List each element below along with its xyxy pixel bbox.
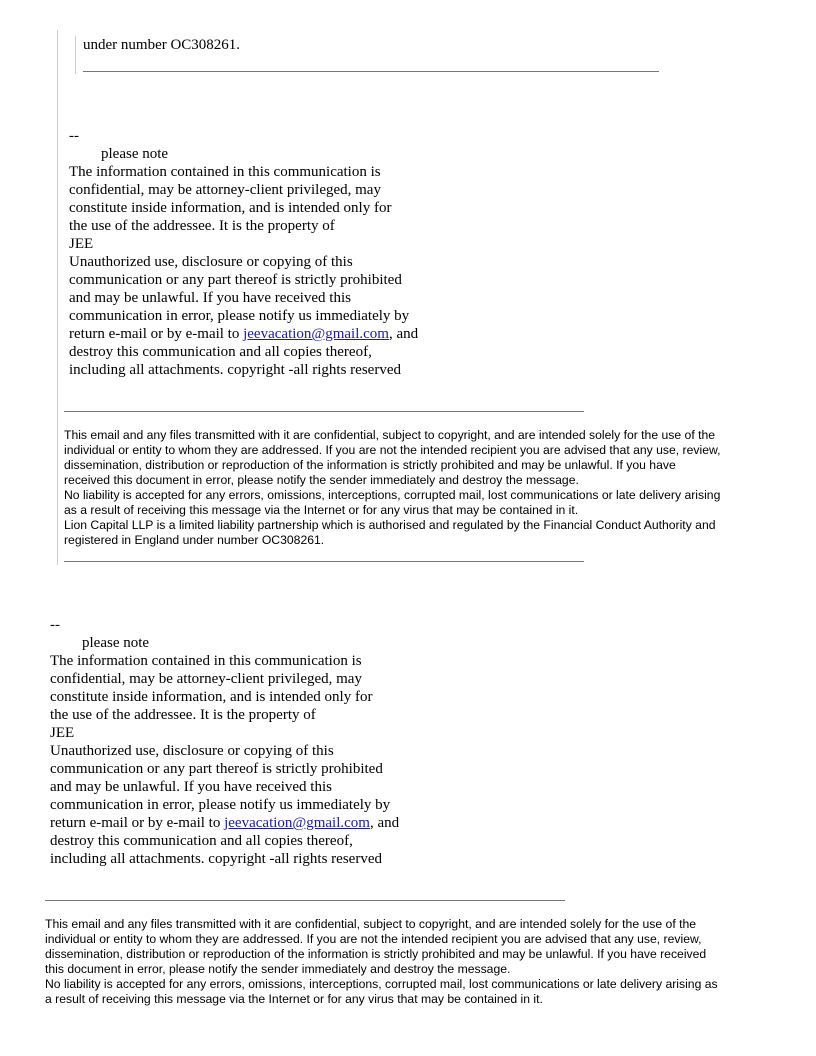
email-link[interactable]: jeevacation@gmail.com bbox=[243, 326, 389, 342]
disclaimer-line: Lion Capital LLP is a limited liability partnership which is authorised and regulated by the Financial Conduct Authority and bbox=[64, 518, 716, 532]
note-line: the use of the addressee. It is the property of bbox=[50, 707, 316, 723]
note-line: JEE bbox=[50, 725, 75, 741]
note-line: including all attachments. copyright -all rights reserved bbox=[69, 362, 401, 378]
note-heading: please note bbox=[82, 635, 150, 651]
note-line: Unauthorized use, disclosure or copying of this bbox=[50, 743, 334, 759]
note-block-1 bbox=[69, 127, 418, 379]
email-suffix: , and bbox=[388, 326, 419, 342]
disclaimer-line: individual or entity to whom they are addressed. If you are not the intended recipient you are advised that any use, review, bbox=[64, 443, 721, 457]
note-line: constitute inside information, and is intended only for bbox=[50, 689, 373, 705]
quote-bar-inner bbox=[75, 36, 76, 74]
disclaimer-1-top-divider bbox=[64, 411, 584, 412]
note-line: communication or any part thereof is strictly prohibited bbox=[50, 761, 383, 777]
disclaimer-1 bbox=[64, 428, 720, 548]
note-line: The information contained in this communication is bbox=[69, 164, 381, 180]
note-line: destroy this communication and all copies thereof, bbox=[69, 344, 372, 360]
note-line: confidential, may be attorney-client privileged, may bbox=[69, 182, 381, 198]
top-fragment bbox=[83, 36, 240, 54]
disclaimer-line: No liability is accepted for any errors, omissions, interceptions, corrupted mail, lost communications or late delivery arising as bbox=[45, 977, 718, 991]
top-divider bbox=[83, 71, 659, 72]
signature-dashes: -- bbox=[50, 617, 60, 633]
disclaimer-line: dissemination, distribution or reproduction of the information is strictly prohibited and may be unlawful. If you have bbox=[64, 458, 676, 472]
disclaimer-line: this document in error, please notify the sender immediately and destroy the message. bbox=[45, 962, 511, 976]
note-line: communication or any part thereof is strictly prohibited bbox=[69, 272, 402, 288]
note-email-line bbox=[50, 814, 399, 832]
disclaimer-line: individual or entity to whom they are addressed. If you are not the intended recipient you are advised that any use, review, bbox=[45, 932, 702, 946]
note-line: the use of the addressee. It is the property of bbox=[69, 218, 335, 234]
signature-dashes: -- bbox=[69, 128, 79, 144]
disclaimer-1-bottom-divider bbox=[64, 561, 584, 562]
email-prefix: return e-mail or by e-mail to bbox=[69, 326, 244, 342]
disclaimer-line: No liability is accepted for any errors, omissions, interceptions, corrupted mail, lost communications or late delivery arising bbox=[64, 488, 721, 502]
email-prefix: return e-mail or by e-mail to bbox=[50, 815, 225, 831]
note-line: including all attachments. copyright -all rights reserved bbox=[50, 851, 382, 867]
note-line: communication in error, please notify us immediately by bbox=[50, 797, 391, 813]
note-line: communication in error, please notify us immediately by bbox=[69, 308, 410, 324]
disclaimer-2-top-divider bbox=[45, 900, 565, 901]
note-line: constitute inside information, and is intended only for bbox=[69, 200, 392, 216]
note-line: and may be unlawful. If you have received this bbox=[50, 779, 332, 795]
note-line: and may be unlawful. If you have received this bbox=[69, 290, 351, 306]
note-heading: please note bbox=[101, 146, 169, 162]
note-line: destroy this communication and all copies thereof, bbox=[50, 833, 353, 849]
disclaimer-2 bbox=[45, 917, 718, 1007]
note-line: confidential, may be attorney-client privileged, may bbox=[50, 671, 362, 687]
note-line: The information contained in this communication is bbox=[50, 653, 362, 669]
note-line: Unauthorized use, disclosure or copying of this bbox=[69, 254, 353, 270]
note-email-line bbox=[69, 325, 418, 343]
email-suffix: , and bbox=[369, 815, 400, 831]
note-line: JEE bbox=[69, 236, 94, 252]
quote-bar-outer bbox=[57, 30, 58, 565]
email-link[interactable]: jeevacation@gmail.com bbox=[224, 815, 370, 831]
disclaimer-line: dissemination, distribution or reproduction of the information is strictly prohibited and may be unlawful. If you have received bbox=[45, 947, 707, 961]
top-fragment-text: under number OC308261. bbox=[83, 37, 241, 53]
note-block-2 bbox=[50, 616, 399, 868]
disclaimer-line: registered in England under number OC308261. bbox=[64, 533, 325, 547]
disclaimer-line: This email and any files transmitted with it are confidential, subject to copyright, and are intended solely for the use of the bbox=[64, 428, 716, 442]
disclaimer-line: This email and any files transmitted with it are confidential, subject to copyright, and are intended solely for the use of the bbox=[45, 917, 697, 931]
disclaimer-line: as a result of receiving this message via the Internet or for any virus that may be contained in it. bbox=[64, 503, 579, 517]
disclaimer-line: a result of receiving this message via the Internet or for any virus that may be contained in it. bbox=[45, 992, 543, 1006]
disclaimer-line: received this document in error, please notify the sender immediately and destroy the message. bbox=[64, 473, 579, 487]
